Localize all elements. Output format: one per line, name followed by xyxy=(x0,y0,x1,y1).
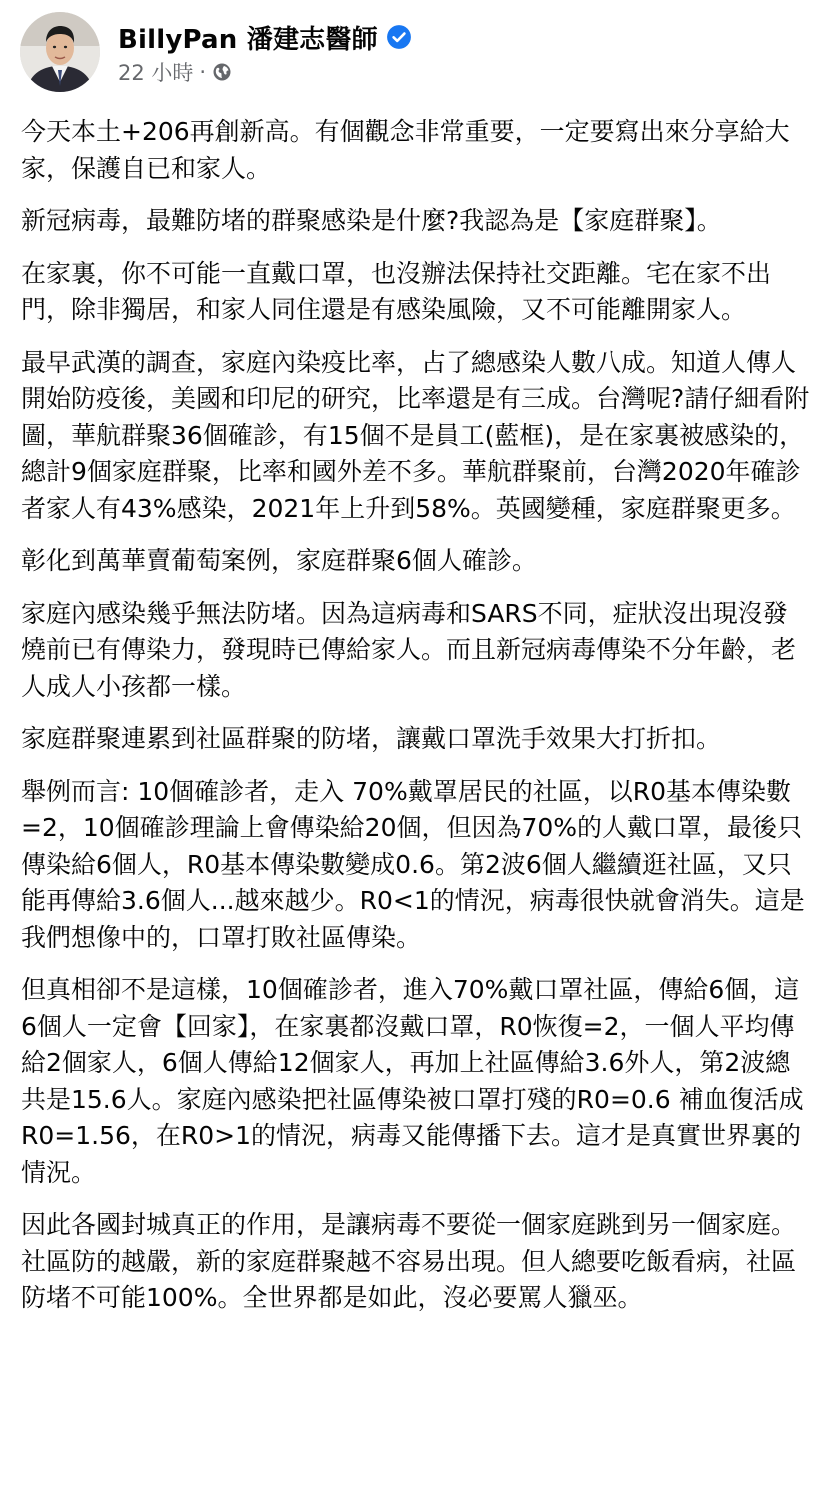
post-body xyxy=(21,114,811,1333)
post-paragraph-3: 在家裏，你不可能一直戴口罩，也沒辦法保持社交距離。宅在家不出門，除非獨居，和家人同住還是有感染風險，又不可能離開家人。 xyxy=(21,258,772,324)
post-paragraph-10: 因此各國封城真正的作用，是讓病毒不要從一個家庭跳到另一個家庭。社區防的越嚴，新的家庭群聚越不容易出現。但人總要吃飯看病，社區防堵不可能100%。全世界都是如此，沒必要罵人獵巫。 xyxy=(21,1210,797,1312)
globe-icon[interactable] xyxy=(212,62,232,82)
post-paragraph-2: 新冠病毒，最難防堵的群聚感染是什麼?我認為是【家庭群聚】。 xyxy=(21,206,722,235)
post-meta xyxy=(118,57,412,87)
avatar-image xyxy=(20,12,100,92)
post-paragraph-9: 但真相卻不是這樣，10個確診者，進入70%戴口罩社區，傳給6個，這6個人一定會【回家】，在家裏都沒戴口罩，R0恢復=2，一個人平均傳給2個家人，6個人傳給12個家人，再加上社區傳給3.6外人，第2波總共是15.6人。家庭內感染把社區傳染被口罩打殘的R0=0.6 補血復活成R0=1.56，在R0>1的情況，病毒又能傳播下去。這才是真實世界裏的情況。 xyxy=(21,975,804,1187)
author-name[interactable]: BillyPan 潘建志醫師 xyxy=(118,24,378,55)
verified-badge-icon xyxy=(386,24,412,50)
post-header xyxy=(20,12,810,92)
post-timestamp[interactable]: 22 小時 xyxy=(118,61,194,85)
post-paragraph-7: 家庭群聚連累到社區群聚的防堵，讓戴口罩洗手效果大打折扣。 xyxy=(21,724,722,753)
post-paragraph-1: 今天本土+206再創新高。有個觀念非常重要，一定要寫出來分享給大家，保護自已和家人。 xyxy=(21,117,790,183)
avatar[interactable] xyxy=(20,12,100,92)
post-paragraph-6: 家庭內感染幾乎無法防堵。因為這病毒和SARS不同，症狀沒出現沒發燒前已有傳染力，發現時已傳給家人。而且新冠病毒傳染不分年齡，老人成人小孩都一樣。 xyxy=(21,598,797,701)
post-paragraph-5: 彰化到萬華賣葡萄案例，家庭群聚6個人確診。 xyxy=(21,546,537,575)
meta-separator: · xyxy=(199,60,207,84)
author-row xyxy=(118,17,412,57)
header-text xyxy=(118,17,412,87)
post-paragraph-4: 最早武漢的調查，家庭內染疫比率，占了總感染人數八成。知道人傳人開始防疫後，美國和印尼的研究，比率還是有三成。台灣呢?請仔細看附圖，華航群聚36個確診，有15個不是員工(藍框)，是在家裏被感染的，總計9個家庭群聚，比率和國外差不多。華航群聚前，台灣2020年確診者家人有43%感染，2021年上升到58%。英國變種，家庭群聚更多。 xyxy=(21,347,810,523)
post-paragraph-8: 舉例而言: 10個確診者，走入 70%戴罩居民的社區，以R0基本傳染數=2，10個確診理論上會傳染給20個，但因為70%的人戴口罩，最後只傳染給6個人，R0基本傳染數變成0.6。第2波6個人繼續逛社區，又只能再傳給3.6個人...越來越少。R0<1的情況，病毒很快就會消失。這是我們想像中的，口罩打敗社區傳染。 xyxy=(21,776,805,952)
